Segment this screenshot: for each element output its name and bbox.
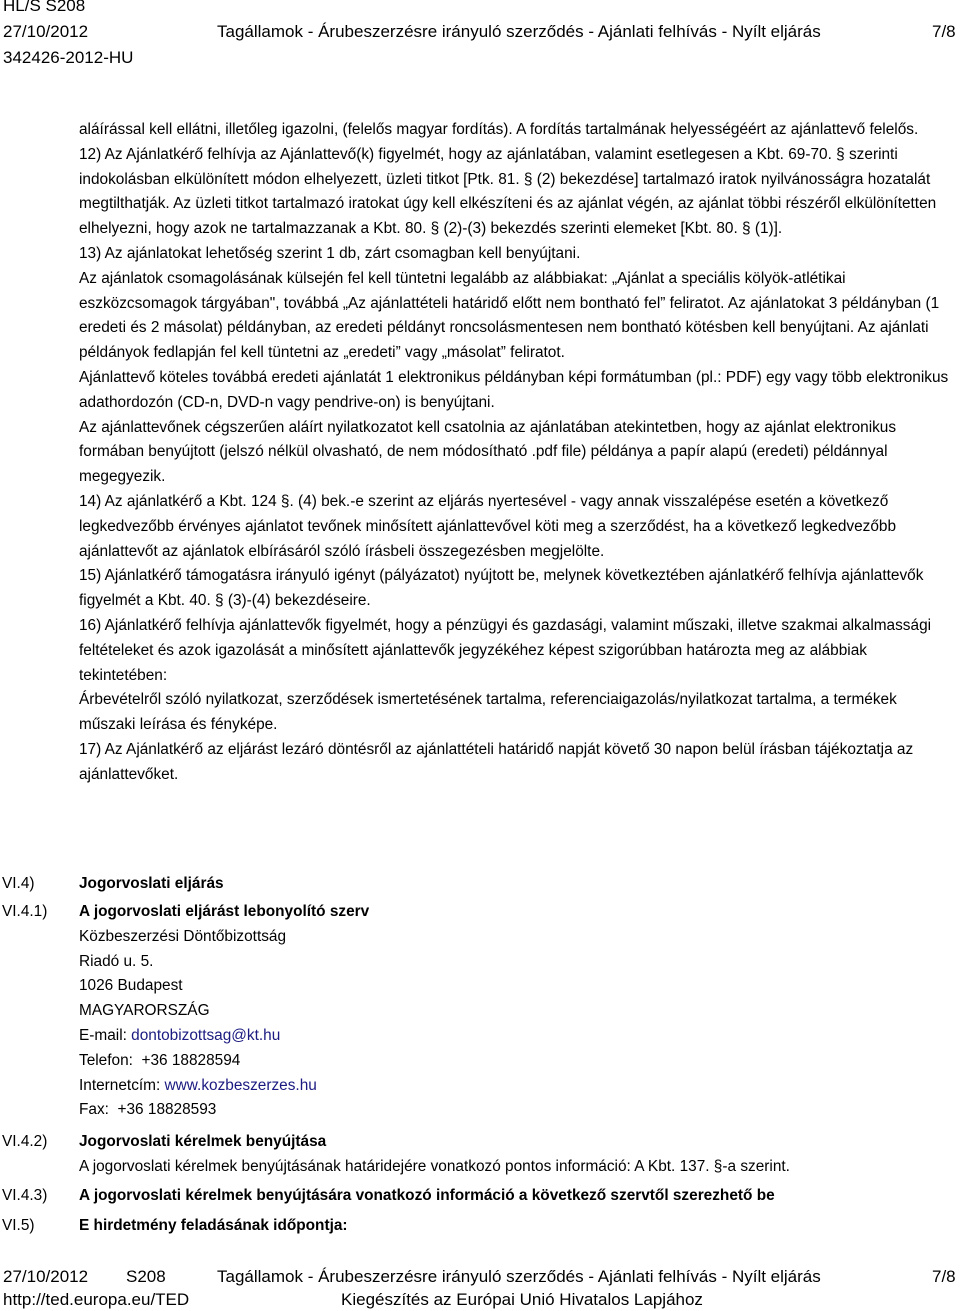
header-date: 27/10/2012 [3,22,89,41]
email-link[interactable]: dontobizottsag@kt.hu [131,1026,281,1044]
header-title: Tagállamok - Árubeszerzésre irányuló szerződés - Ajánlati felhívás - Nyílt eljárás [217,22,821,41]
paragraph-12-business-secret: 12) Az Ajánlatkérő felhívja az Ajánlattevő(k) figyelmét, hogy az ajánlatában, valamint esetlegesen a Kbt. 69-70. § szerinti indokolásban elkülönített módon elhelyezett, üzleti titkot [Ptk. 81. § (2) bekezdése] tartalmazó iratok nyilvánosságra hozatalát megtilthatják. Az üzleti titkot tartalmazó iratokat úgy kell elkészíteni és az ajánlat végén, az ajánlat többi részéről elkülönítetten elhelyezni, hogy azok ne tartalmazzanak a Kbt. 80. § (2)-(3) bekezdés szerinti elemeket [Kbt. 80. § (1)]. [79,145,937,238]
fax-value: +36 18828593 [117,1101,217,1119]
paragraph-14-contract: 14) Az ajánlatkérő a Kbt. 124 §. (4) bek.-e szerint az eljárás nyertesével - vagy annak visszalépése esetén a következő legkedvezőbb érvényes ajánlatot tevőnek minősített ajánlattevővel köti meg a szerződést, ha a következő legkedvezőbb ajánlattevőt az ajánlatok elbírásáról szóló írásbeli összegezésben megjelölte. [79,492,897,560]
paragraph-packaging-labels: Az ajánlatok csomagolásának külsején fel kell tüntetni legalább az alábbiakat: „Ajánlat a speciális kölyök-atlétikai eszközcsomagok tárgyában", továbbá „Az ajánlattételi határidő előtt nem bontható fel” feliratot. Az ajánlatokat 3 példányban (1 eredeti és 2 másolat) példányban, az eredeti példányt roncsolásmentesen nem bontható kötésben kell benyújtani. Az ajánlati példányok fedlapján fel kell tüntetni az „eredeti” vagy „másolat” feliratot. [79,269,940,362]
notice-body [79,118,949,788]
footer-code: S208 [126,1267,166,1286]
web-label: Internetcím: [79,1076,165,1094]
section-title-review-procedure: Jogorvoslati eljárás [79,875,224,892]
paragraph-17-decision: 17) Az Ajánlatkérő az eljárást lezáró döntésről az ajánlattételi határidő napját követő 30 napon belül írásban tájékoztatja az ajánlattevőket. [79,740,914,783]
lodging-appeals-text: A jogorvoslati kérelmek benyújtásának határidejére vonatkozó pontos információ: A Kbt. 137. §-a szerint. [79,1157,790,1175]
lodging-appeals-block [79,1130,949,1180]
phone-label: Telefon: [79,1051,133,1069]
footer-publisher: Kiegészítés az Európai Unió Hivatalos Lapjához [341,1290,703,1309]
paragraph-electronic-copy: Ajánlattevő köteles továbbá eredeti ajánlatát 1 elektronikus példányban képi formátumban (pl.: PDF) egy vagy több elektronikus adathordozón (CD-n, DVD-n vagy pendrive-on) is benyújtani. [79,368,949,411]
phone-value: +36 18828594 [141,1051,241,1069]
email-label: E-mail: [79,1026,132,1044]
section-number-vi41: VI.4.1) [2,903,48,920]
section-number-vi43: VI.4.3) [2,1187,48,1204]
paragraph-15-funding: 15) Ajánlatkérő támogatásra irányuló igényt (pályázatot) nyújtott be, melynek következtében ajánlatkérő felhívja ajánlattevők figyelmét a Kbt. 40. § (3)-(4) bekezdéseire. [79,567,924,610]
review-body-email-row [79,1024,949,1049]
section-number-vi4: VI.4) [2,875,35,892]
section-number-vi42: VI.4.2) [2,1133,48,1150]
paragraph-translation: aláírással kell ellátni, illetőleg igazolni, (felelős magyar fordítás). A fordítás tartalmának helyességéért az ajánlattevő felelős. [79,121,919,138]
paragraph-declaration: Az ajánlattevőnek cégszerűen aláírt nyilatkozatot kell csatolnia az ajánlatában atekintetben, hogy az ajánlat elektronikus formában benyújtott (jelszó nélkül olvasható, de nem módosítható .pdf file) példánya a papír alapú (eredeti) példánnyal megegyezik. [79,418,897,486]
section-title-review-body: A jogorvoslati eljárást lebonyolító szerv [79,903,370,920]
review-body-web-row [79,1074,949,1099]
paragraph-13-package: 13) Az ajánlatokat lehetőség szerint 1 db, zárt csomagban kell benyújtani. [79,244,581,262]
footer-title: Tagállamok - Árubeszerzésre irányuló szerződés - Ajánlati felhívás - Nyílt eljárás [217,1267,821,1286]
review-body-org: Közbeszerzési Döntőbizottság [79,927,287,945]
review-body-street: Riadó u. 5. [79,952,154,970]
footer-page-number: 7/8 [932,1267,956,1286]
review-body-country: MAGYARORSZÁG [79,1002,210,1020]
section-title-dispatch-date: E hirdetmény feladásának időpontja: [79,1217,348,1234]
header-notice-id: 342426-2012-HU [3,48,134,67]
paragraph-16-eligibility: 16) Ajánlatkérő felhívja ajánlattevők figyelmét, hogy a pénzügyi és gazdasági, valamint műszaki, illetve szakmai alkalmassági feltételeket és azok igazolását a minősített ajánlattevők jegyzékéhez képest szigorúbban határozta meg az alábbiak tekintetében: [79,616,932,684]
header-code: HL/S S208 [3,0,86,15]
footer-url[interactable]: http://ted.europa.eu/TED [3,1290,190,1309]
review-body-phone-row [79,1049,949,1074]
section-title-lodging-appeals: Jogorvoslati kérelmek benyújtása [79,1133,327,1150]
paragraph-eligibility-items: Árbevételről szóló nyilatkozat, szerződések ismertetésének tartalma, referenciaigazolás/nyilatkozat tartalma, a termékek műszaki leírása és fényképe. [79,691,897,734]
footer-date: 27/10/2012 [3,1267,89,1286]
header-page-number: 7/8 [932,22,956,41]
review-body-city: 1026 Budapest [79,977,183,995]
web-link[interactable]: www.kozbeszerzes.hu [164,1076,317,1094]
section-number-vi5: VI.5) [2,1217,35,1234]
section-title-appeals-info: A jogorvoslati kérelmek benyújtására vonatkozó információ a következő szervtől szerezhető be [79,1187,775,1204]
review-body-fax-row [79,1098,949,1123]
review-body-block [79,900,949,1123]
fax-label: Fax: [79,1101,109,1119]
